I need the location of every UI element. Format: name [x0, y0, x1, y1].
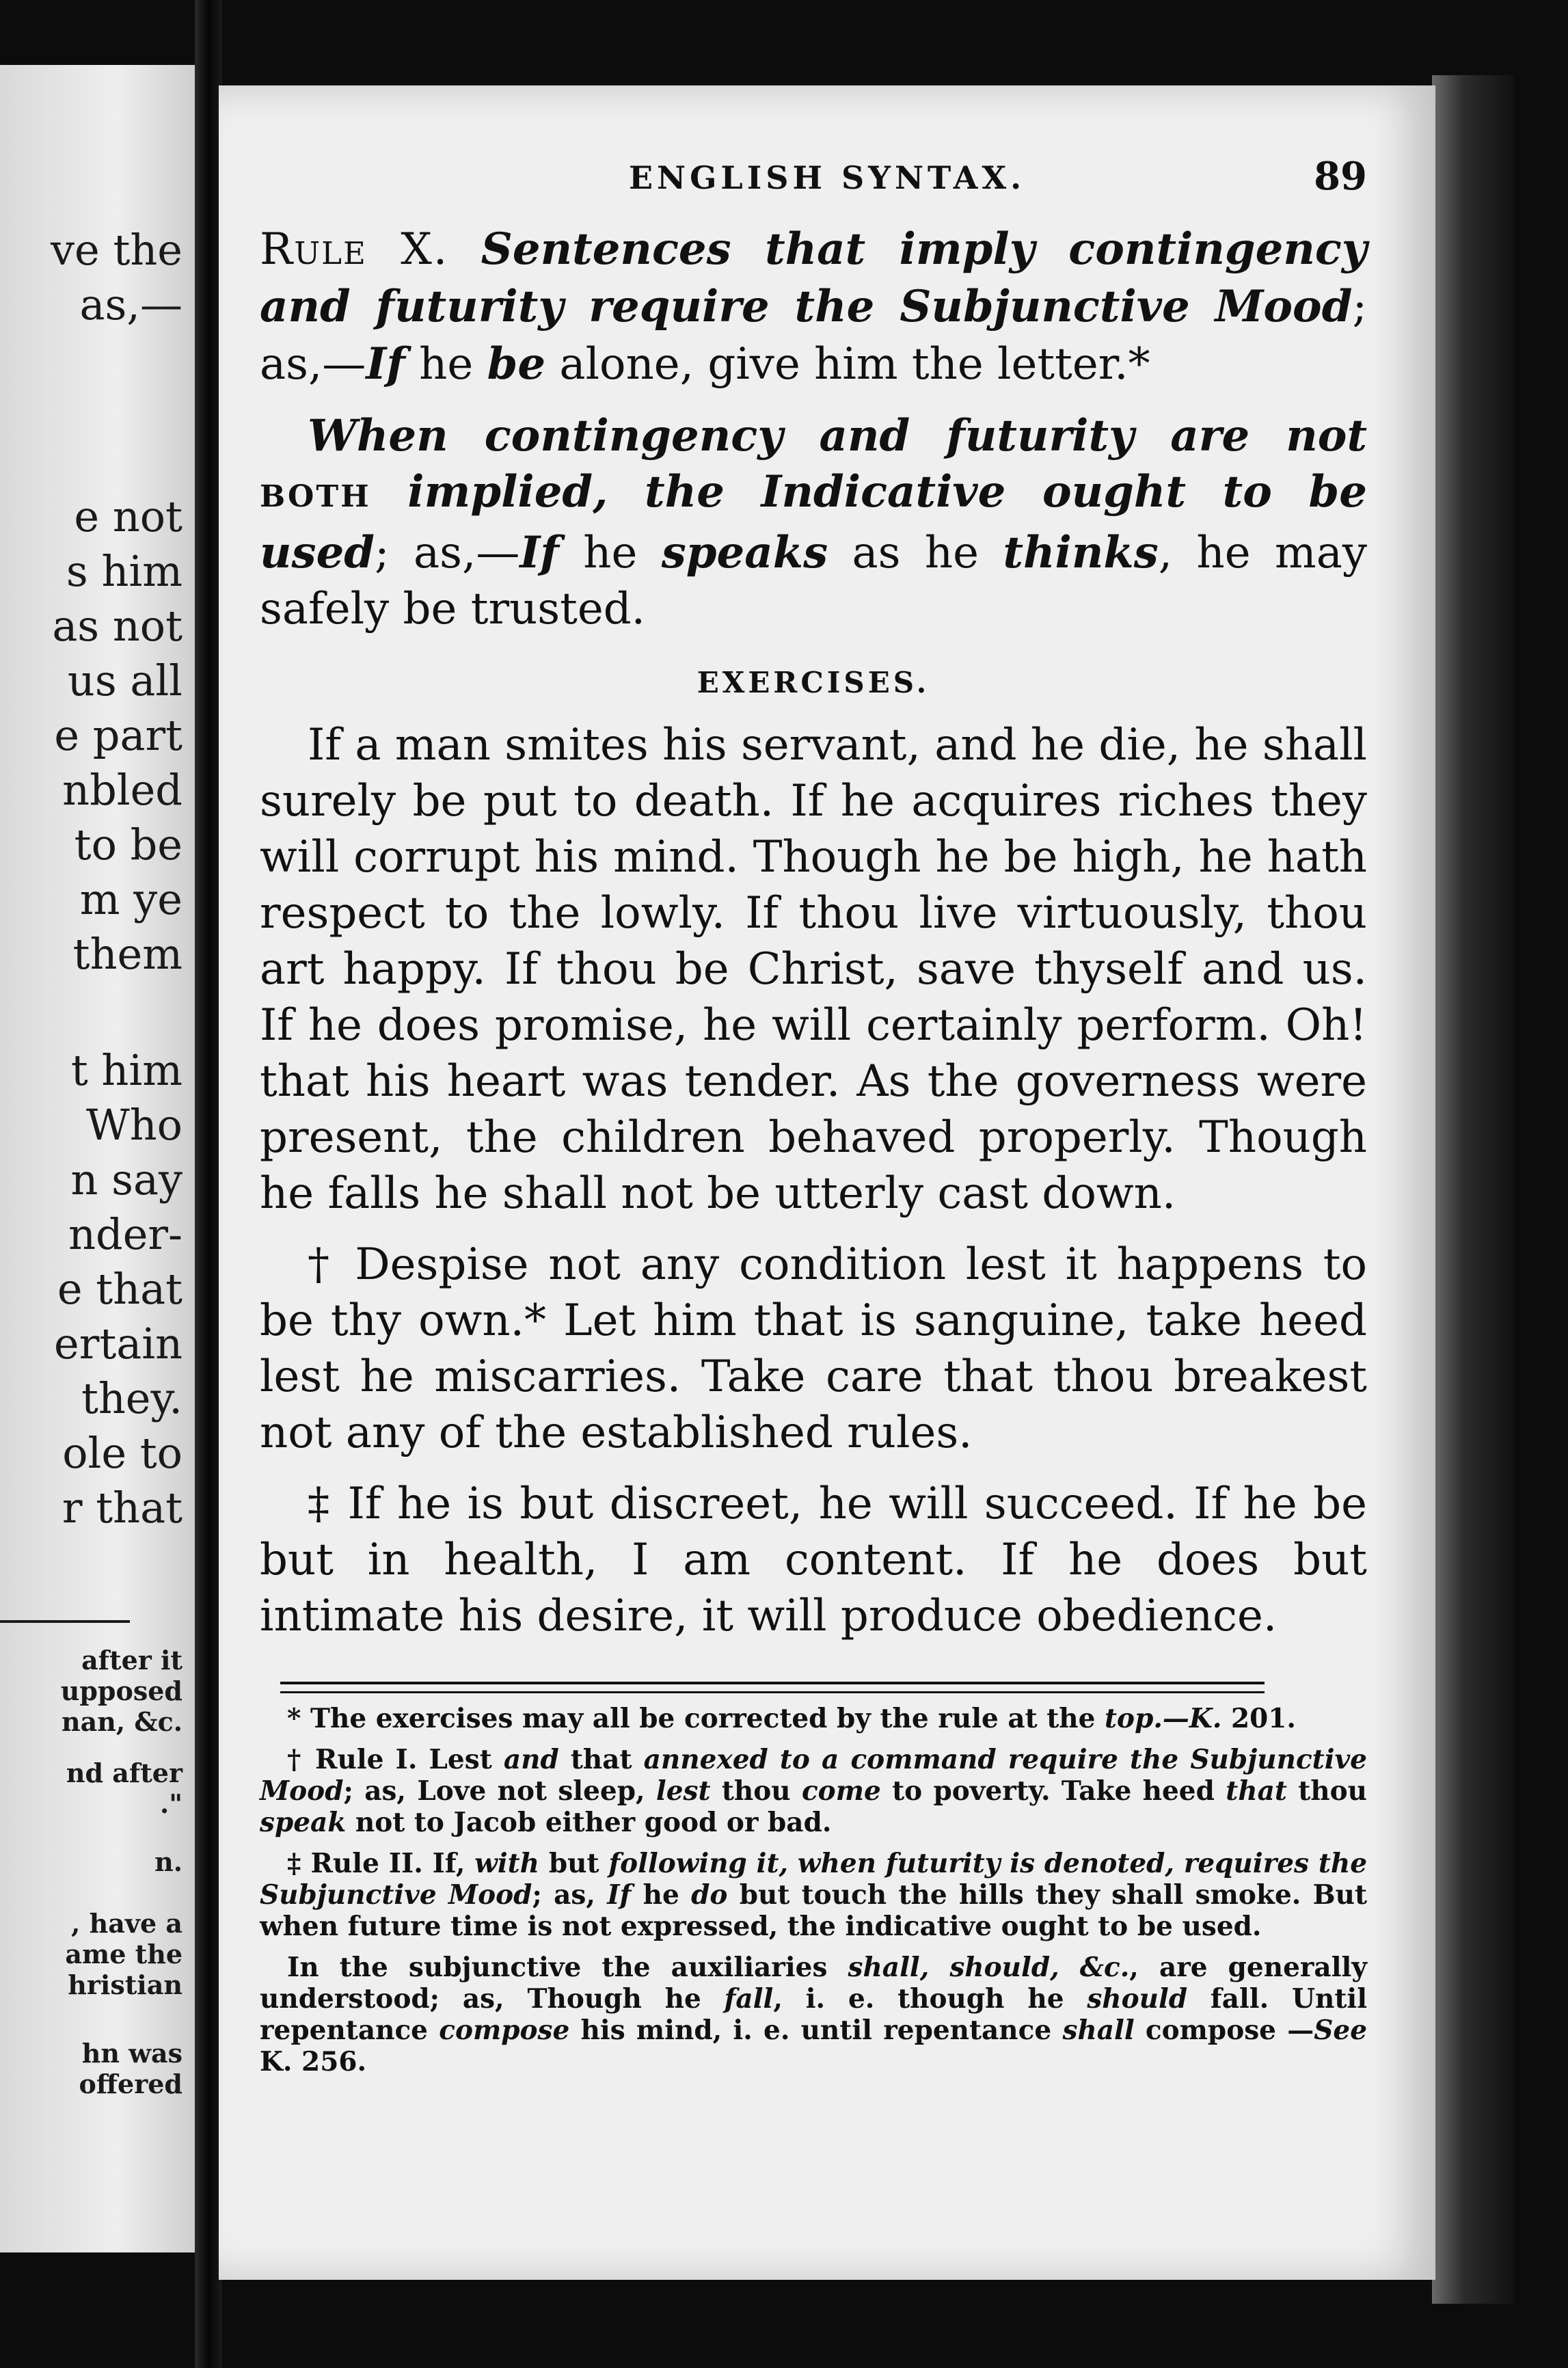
fn-italic: speak: [260, 1807, 347, 1838]
left-fragment: e part: [54, 710, 183, 760]
exercise-paragraph: If a man smites his servant, and he die, he shall surely be put to death. If he acquires riches they will corrupt his mind. Though he be high, he hath respect to the lowly. If thou live virtuously, thou art happy. If thou be Christ, save thyself and us. If he does promise, he will certainly perform. Oh! that his heart was tender. As the governess were present, the children behaved properly. Though he falls he shall not be utterly cast down.: [260, 720, 1367, 1219]
left-fragment: r that: [62, 1483, 183, 1533]
left-footnote-fragment: ame the: [65, 1939, 183, 1969]
left-fragment: as,—: [79, 280, 183, 329]
left-fragment: they.: [81, 1373, 183, 1423]
fn-text: K. 256.: [260, 2046, 367, 2077]
fn-text: In the subjunctive the auxiliaries: [287, 1952, 848, 1983]
rule-statement: [260, 221, 1367, 393]
footnote-1: [260, 1703, 1367, 1734]
fn-text: but: [539, 1848, 609, 1879]
note-both: BOTH: [260, 479, 371, 514]
fn-text: † Rule I. Lest: [287, 1744, 504, 1775]
note-part: ; as,—: [375, 528, 520, 578]
page-edge-shadow: [1432, 75, 1514, 2304]
footnote-2: [260, 1744, 1367, 1838]
left-fragment: them: [72, 929, 183, 979]
footnote-rule: [280, 1682, 1265, 1693]
note-part: When contingency and futurity are not: [308, 410, 1367, 461]
left-footnote-fragment: offered: [79, 2069, 183, 2099]
fn-text: but touch the hills they shall smoke. But when future time is not expressed, the indicative ought to be used.: [260, 1879, 1367, 1942]
fn-text: ; as,: [532, 1879, 608, 1911]
left-fragment: n say: [70, 1155, 183, 1205]
left-footnote-fragment: upposed: [60, 1676, 183, 1706]
left-fragment: to be: [74, 820, 183, 870]
footnote-3: [260, 1848, 1367, 1942]
fn-italic: and: [503, 1744, 559, 1775]
left-fragment: e that: [57, 1264, 183, 1314]
rule-example-prefix: ; as,—: [260, 282, 1367, 390]
left-fragment: ve the: [51, 225, 183, 275]
fn-text: , i. e. though he: [773, 1983, 1087, 2015]
rule-note: [260, 408, 1367, 637]
fn-italic: lest: [655, 1775, 711, 1807]
fn-italic: top.—K.: [1105, 1703, 1222, 1734]
left-fragment: as not: [52, 601, 183, 651]
fn-italic: shall, should, &c.: [848, 1952, 1130, 1983]
fn-text: his mind, i. e. until repentance: [569, 2015, 1063, 2046]
fn-text: to poverty. Take heed: [880, 1775, 1226, 1807]
left-footnote-fragment: nd after: [66, 1758, 183, 1788]
rule-label: Rule X.: [260, 224, 449, 275]
fn-text: he: [631, 1879, 692, 1911]
fn-italic: following it, when futurity is denoted, requires the Subjunctive Mood: [260, 1848, 1368, 1911]
left-fragment: nbled: [62, 765, 183, 815]
left-footnote-fragment: hn was: [81, 2038, 183, 2069]
left-fragment: s him: [66, 546, 183, 596]
left-fragment: us all: [67, 656, 183, 705]
left-footnote-fragment: hristian: [68, 1969, 183, 2000]
left-fragment: nder-: [68, 1209, 183, 1259]
rule-example-he: he: [405, 339, 487, 390]
note-speaks: speaks: [661, 527, 828, 578]
fn-text: fall. Until repentance: [260, 1983, 1368, 2046]
fn-italic: shall: [1062, 2015, 1135, 2046]
exercises-heading: EXERCISES.: [697, 666, 930, 699]
fn-text: not to Jacob either good or bad.: [346, 1807, 832, 1838]
fn-text: 201.: [1221, 1703, 1296, 1734]
fn-italic: with: [474, 1848, 540, 1879]
fn-text: ; as, Love not sleep,: [343, 1775, 656, 1807]
footnote-4: [260, 1952, 1367, 2077]
note-thinks: thinks: [1003, 527, 1159, 578]
note-part: as he: [828, 528, 1003, 578]
fn-text: * The exercises may all be corrected by the rule at the: [287, 1703, 1105, 1734]
fn-italic: do: [691, 1879, 728, 1911]
left-fragment: Who: [86, 1100, 183, 1150]
left-fragment: ole to: [62, 1428, 183, 1478]
running-header: [260, 154, 1367, 208]
fn-italic: fall: [724, 1983, 774, 2015]
rule-example-be: be: [487, 338, 546, 390]
page-content: [260, 154, 1367, 2077]
right-page: [219, 85, 1435, 2280]
rule-example-rest: alone, give him the letter.*: [545, 339, 1150, 390]
left-footnote-fragment: nan, &c.: [61, 1706, 183, 1737]
fn-text: ‡ Rule II. If,: [287, 1848, 475, 1879]
note-part: he: [558, 528, 662, 578]
fn-text: , are generally understood; as, Though he: [260, 1952, 1367, 2015]
left-facing-page: [0, 65, 195, 2252]
fn-text: that: [558, 1744, 644, 1775]
fn-text: thou: [1286, 1775, 1367, 1807]
fn-italic: See: [1314, 2015, 1368, 2046]
left-fragment: e not: [74, 492, 183, 541]
rule-text: Sentences that imply contingency and futurity require the Subjunctive Mood: [260, 224, 1367, 332]
left-footnote-fragment: after it: [81, 1645, 183, 1676]
left-footnote-fragment: , have a: [71, 1908, 183, 1939]
fn-italic: annexed to a command require the Subjunctive Mood: [260, 1744, 1367, 1807]
left-fragment: ertain: [54, 1319, 183, 1369]
exercise-paragraph: ‡ If he is but discreet, he will succeed. If he be but in health, I am content. If he does but intimate his desire, it will produce obedience.: [260, 1479, 1367, 1641]
left-footnote-fragment: n.: [154, 1846, 183, 1877]
book-gutter: [195, 0, 222, 2368]
note-if: If: [519, 527, 559, 578]
fn-italic: should: [1087, 1983, 1188, 2015]
note-part: , he may safely be trusted.: [260, 528, 1368, 634]
page-number: 89: [1314, 154, 1367, 199]
fn-text: compose —: [1134, 2015, 1314, 2046]
fn-italic: If: [607, 1879, 632, 1911]
left-footnote-rule: [0, 1620, 130, 1623]
running-title: ENGLISH SYNTAX.: [629, 159, 1026, 196]
left-fragment: t him: [70, 1045, 183, 1095]
fn-italic: come: [801, 1775, 881, 1807]
left-fragment: m ye: [79, 874, 183, 924]
fn-text: thou: [710, 1775, 802, 1807]
exercise-paragraph: † Despise not any condition lest it happens to be thy own.* Let him that is sanguine, take heed lest he miscarries. Take care that thou breakest not any of the established rules.: [260, 1239, 1367, 1458]
fn-italic: that: [1226, 1775, 1287, 1807]
note-part: implied, the Indicative ought to be used: [260, 466, 1367, 578]
rule-example-if: If: [366, 338, 405, 390]
fn-italic: compose: [439, 2015, 570, 2046]
left-footnote-fragment: .": [159, 1788, 183, 1819]
